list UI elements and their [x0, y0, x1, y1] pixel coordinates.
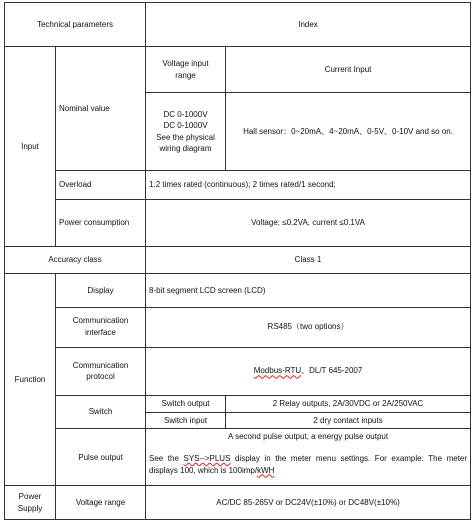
header-params: Technical parameters [5, 3, 146, 47]
comm-protocol-value [146, 347, 471, 395]
comm-protocol-label-line1: Communication [72, 360, 129, 370]
power-supply-group-line2: Supply [17, 503, 43, 513]
switch-output-value: 2 Relay outputs, 2A/30VDC or 2A/250VAC [226, 395, 471, 412]
comm-interface-row [5, 307, 471, 347]
voltage-value-2: DC 0-1000V [163, 121, 208, 131]
voltage-value-3: See the physical [156, 132, 215, 142]
overload-label: Overload [56, 171, 146, 200]
header-row [5, 3, 471, 47]
accuracy-row [5, 246, 471, 273]
power-supply-row [5, 486, 471, 520]
input-group-label: Input [5, 47, 56, 247]
comm-interface-label-line2: interface [85, 328, 116, 338]
current-input-header: Current Input [226, 47, 471, 93]
pulse-desc-sys-plus: SYS-->PLUS [183, 453, 231, 463]
voltage-range-header-line1: Voltage input [162, 59, 209, 69]
header-index: Index [146, 3, 471, 47]
nominal-row-top [5, 47, 471, 93]
pulse-desc-a: See the [149, 453, 184, 463]
power-supply-group-line1: Power [18, 492, 42, 502]
spec-table [4, 2, 471, 520]
switch-output-label: Switch output [146, 395, 226, 412]
power-consumption-label: Power consumption [56, 200, 146, 246]
switch-input-value: 2 dry contact inputs [226, 412, 471, 429]
switch-input-label: Switch input [146, 412, 226, 429]
switch-output-row [5, 395, 471, 412]
voltage-range-header-line2: range [175, 70, 196, 80]
pulse-row-top [5, 429, 471, 444]
pulse-desc-kwh: kWH [257, 465, 275, 475]
voltage-values [146, 93, 226, 171]
power-row-a [5, 200, 471, 221]
voltage-value-1: DC 0-1000V [163, 109, 208, 119]
pulse-output-line1: A second pulse output, a energy pulse output [146, 429, 471, 444]
comm-protocol-dlt: 、DL/T 645-2007 [301, 366, 363, 376]
voltage-range-header [146, 47, 226, 93]
nominal-value-label: Nominal value [56, 47, 146, 171]
display-row [5, 274, 471, 308]
power-supply-group-label [5, 486, 56, 520]
comm-protocol-label-line2: protocol [86, 372, 115, 382]
comm-protocol-row [5, 347, 471, 395]
comm-interface-value: RS485（two options） [146, 307, 471, 347]
voltage-range-label: Voltage range [56, 486, 146, 520]
voltage-range-value: AC/DC 85-265V or DC24V(±10%) or DC48V(±10%) [146, 486, 471, 520]
display-label: Display [56, 274, 146, 308]
comm-interface-label [56, 307, 146, 347]
voltage-value-4: wiring diagram [159, 144, 212, 154]
comm-interface-label-line1: Communication [72, 316, 129, 326]
comm-protocol-label [56, 347, 146, 395]
display-value: 8-bit segment LCD screen (LCD) [146, 274, 471, 308]
comm-protocol-modbus: Modbus-RTU [253, 366, 302, 376]
pulse-output-label: Pulse output [56, 429, 146, 486]
accuracy-value: Class 1 [146, 246, 471, 273]
overload-value: 1.2 times rated (continuous); 2 times rated/1 second; [146, 171, 471, 200]
pulse-desc-c: display in the meter menu settings. For example: The meter displays 100, which is 100imp/ [149, 453, 468, 475]
switch-label: Switch [56, 395, 146, 429]
power-consumption-value: Voltage: ≤0.2VA, current ≤0.1VA [146, 200, 471, 246]
pulse-output-description [146, 444, 471, 486]
overload-row [5, 171, 471, 200]
function-group-label: Function [5, 274, 56, 486]
current-values: Hall sensor：0~20mA、4~20mA、0-5V、0-10V and so on. [226, 93, 471, 171]
accuracy-label: Accuracy class [5, 246, 146, 273]
